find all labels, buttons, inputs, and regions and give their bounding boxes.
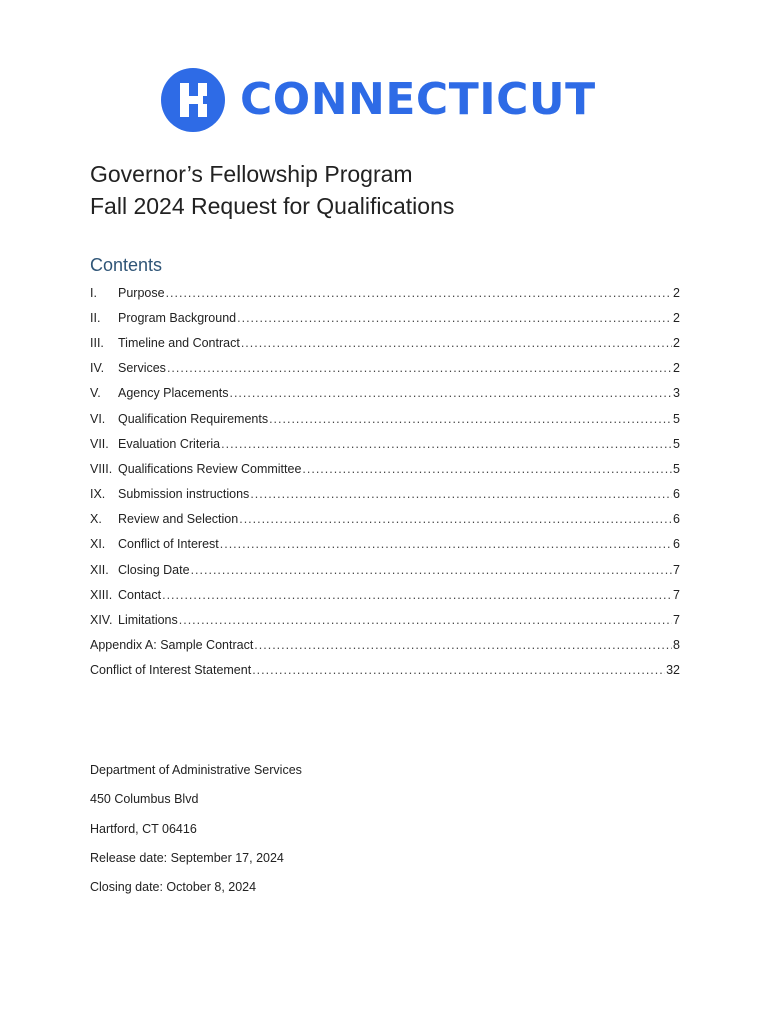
toc-entry-page-number: 5 xyxy=(673,436,680,451)
toc-entry-number: XIII. xyxy=(90,587,113,602)
toc-entry[interactable] xyxy=(90,456,680,481)
toc-entry[interactable] xyxy=(90,305,680,330)
toc-entry-number: IX. xyxy=(90,487,106,502)
toc-entry-number: X. xyxy=(90,512,102,527)
toc-entry[interactable] xyxy=(90,557,680,582)
title-line-1: Governor’s Fellowship Program xyxy=(90,161,413,187)
toc-entry-page-number: 5 xyxy=(673,461,680,476)
toc-entry-page-number: 7 xyxy=(673,562,680,577)
toc-entry[interactable] xyxy=(90,507,680,532)
closing-date: Closing date: October 8, 2024 xyxy=(90,880,257,895)
toc-entry-label: Qualification Requirements xyxy=(118,411,269,426)
connecticut-logo xyxy=(160,66,596,134)
toc-entry-number: VIII. xyxy=(90,461,113,476)
toc-entry-page-number: 7 xyxy=(673,587,680,602)
toc-entry-label: Qualifications Review Committee xyxy=(118,461,302,476)
department-name: Department of Administrative Services xyxy=(90,763,302,777)
toc-dot-leader xyxy=(167,361,672,375)
toc-entry[interactable] xyxy=(90,280,680,305)
toc-entry-label: Services xyxy=(118,361,166,376)
toc-entry-label: Closing Date xyxy=(118,562,190,577)
toc-dot-leader xyxy=(254,638,672,652)
toc-entry-page-number: 6 xyxy=(673,512,680,527)
toc-dot-leader xyxy=(269,412,672,426)
toc-entry-number: XII. xyxy=(90,562,109,577)
toc-dot-leader xyxy=(220,537,672,551)
toc-dot-leader xyxy=(221,437,672,451)
toc-entry[interactable] xyxy=(90,431,680,456)
toc-entry-number: I. xyxy=(90,285,97,300)
toc-entry-page-number: 6 xyxy=(673,487,680,502)
toc-entry-label: Evaluation Criteria xyxy=(118,436,221,451)
toc-entry-page-number: 32 xyxy=(666,663,680,678)
release-date: Release date: September 17, 2024 xyxy=(90,850,284,865)
logo-wordmark: CONNECTICUT xyxy=(240,74,596,125)
toc-dot-leader xyxy=(250,487,672,501)
address-block xyxy=(90,760,302,906)
toc-entry-label: Purpose xyxy=(118,285,165,300)
toc-dot-leader xyxy=(229,386,672,400)
toc-dot-leader xyxy=(237,311,672,325)
toc-entry-label: Contact xyxy=(118,587,162,602)
toc-dot-leader xyxy=(239,512,672,526)
toc-dot-leader xyxy=(241,336,672,350)
street-address: 450 Columbus Blvd xyxy=(90,792,199,807)
toc-entry-page-number: 8 xyxy=(673,638,680,653)
toc-dot-leader xyxy=(191,563,672,577)
toc-dot-leader xyxy=(252,663,665,677)
toc-entry-page-number: 3 xyxy=(673,386,680,401)
contents-heading: Contents xyxy=(90,255,163,275)
toc-entry[interactable] xyxy=(90,356,680,381)
toc-entry-page-number: 2 xyxy=(673,361,680,376)
toc-entry[interactable] xyxy=(90,406,680,431)
toc-entry-number: VII. xyxy=(90,436,109,451)
toc-entry-label: Submission instructions xyxy=(118,487,250,502)
toc-entry[interactable] xyxy=(90,582,680,607)
toc-entry-label: Conflict of Interest xyxy=(118,537,219,552)
toc-entry-page-number: 7 xyxy=(673,613,680,628)
title-line-2: Fall 2024 Request for Qualifications xyxy=(90,193,455,219)
toc-entry-label: Review and Selection xyxy=(118,512,239,527)
toc-entry-page-number: 2 xyxy=(673,310,680,325)
toc-entry-number: III. xyxy=(90,335,104,350)
toc-entry[interactable] xyxy=(90,482,680,507)
toc-entry-page-number: 6 xyxy=(673,537,680,552)
toc-entry-label: Program Background xyxy=(118,310,237,325)
toc-entry-number: V. xyxy=(90,386,101,401)
toc-entry-number: II. xyxy=(90,310,101,325)
toc-dot-leader xyxy=(302,462,672,476)
table-of-contents xyxy=(90,280,680,683)
toc-entry[interactable] xyxy=(90,658,680,683)
document-title xyxy=(90,158,454,222)
toc-dot-leader xyxy=(179,613,672,627)
toc-dot-leader xyxy=(162,588,672,602)
toc-entry-label: Conflict of Interest Statement xyxy=(90,663,252,678)
toc-entry-label: Timeline and Contract xyxy=(118,335,240,350)
toc-dot-leader xyxy=(166,286,672,300)
toc-entry[interactable] xyxy=(90,330,680,355)
toc-entry[interactable] xyxy=(90,607,680,632)
ct-logo-mark-icon xyxy=(160,67,226,133)
toc-entry-page-number: 5 xyxy=(673,411,680,426)
city-state-zip: Hartford, CT 06416 xyxy=(90,821,197,836)
toc-entry-label: Appendix A: Sample Contract xyxy=(90,638,254,653)
toc-entry-number: XI. xyxy=(90,537,106,552)
toc-entry-number: XIV. xyxy=(90,613,113,628)
toc-entry-page-number: 2 xyxy=(673,285,680,300)
toc-entry-page-number: 2 xyxy=(673,335,680,350)
toc-entry[interactable] xyxy=(90,633,680,658)
toc-entry-label: Limitations xyxy=(118,613,178,628)
toc-entry[interactable] xyxy=(90,381,680,406)
toc-entry-number: VI. xyxy=(90,411,106,426)
toc-entry-number: IV. xyxy=(90,361,105,376)
toc-entry[interactable] xyxy=(90,532,680,557)
toc-entry-label: Agency Placements xyxy=(118,386,229,401)
